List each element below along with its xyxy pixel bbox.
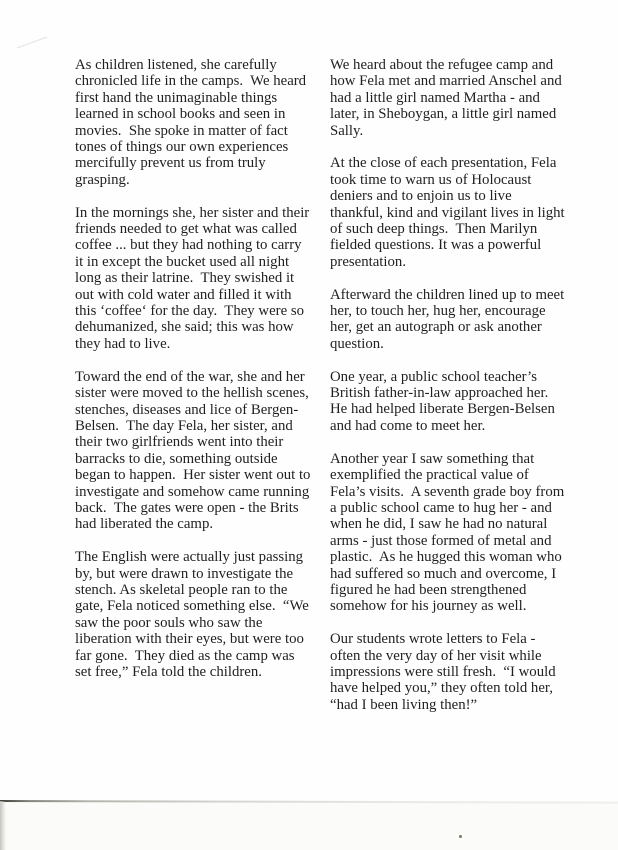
paragraph: We heard about the refugee camp and how Fela met and married Anschel and had a little girl named Martha - and later, in Sheboygan, a little girl named Sally. [330,57,566,139]
scan-scratch-artifact [17,37,47,49]
paragraph: Another year I saw something that exemplified the practical value of Fela’s visits. A seventh grade boy from a public school came to hug her - and when he did, I saw he had no natural arms - just those formed of metal and plastic. As he hugged this woman who had suffered so much and overcome, I figured he had been strengthened somehow for his journey as well. [330,450,568,615]
scan-corner-shadow [0,801,6,850]
paragraph: In the mornings she, her sister and their friends needed to get what was called coffee ... but they had nothing to carry it in except the bucket used all night long as their latrine. They swished it out with cold water and filled it with this ‘coffee‘ for the day. They were so dehumanized, she said; this was how they had to live. [75,204,313,352]
scan-bottom-tint [0,802,618,850]
paragraph: The English were actually just passing by, but were drawn to investigate the stench. As skeletal people ran to the gate, Fela noticed something else. “We saw the poor souls who saw the liberation with their eyes, but were too far gone. They died as the camp was set free,” Fela told the children. [75,549,313,680]
scan-speck [459,835,462,838]
paragraph: Toward the end of the war, she and her sister were moved to the hellish scenes, stenches, diseases and lice of Bergen-Belsen. The day Fela, her sister, and their two girlfriends went into their barracks to die, something outside began to happen. Her sister went out to investigate and somehow came running back. The gates were open - the Brits had liberated the camp. [75,368,315,533]
left-column [75,57,315,697]
paragraph: At the close of each presentation, Fela took time to warn us of Holocaust deniers and to enjoin us to live thankful, kind and vigilant lives in light of such deep things. Then Marilyn fielded questions. It was a powerful presentation. [330,155,569,270]
paragraph: As children listened, she carefully chronicled life in the camps. We heard first hand the unimaginable things learned in school books and seen in movies. She spoke in matter of fact tones of things our own experiences mercifully prevent us from truly grasping. [75,57,310,188]
paragraph: One year, a public school teacher’s British father-in-law approached her. He had helped liberate Bergen-Belsen and had come to meet her. [330,368,559,434]
paragraph: Our students wrote letters to Fela - often the very day of her visit while impressions were still fresh. “I would have helped you,” they often told her, “had I been living then!” [330,631,560,713]
right-column [330,57,567,730]
paragraph: Afterward the children lined up to meet her, to touch her, hug her, encourage her, get an autograph or ask another question. [330,286,568,352]
